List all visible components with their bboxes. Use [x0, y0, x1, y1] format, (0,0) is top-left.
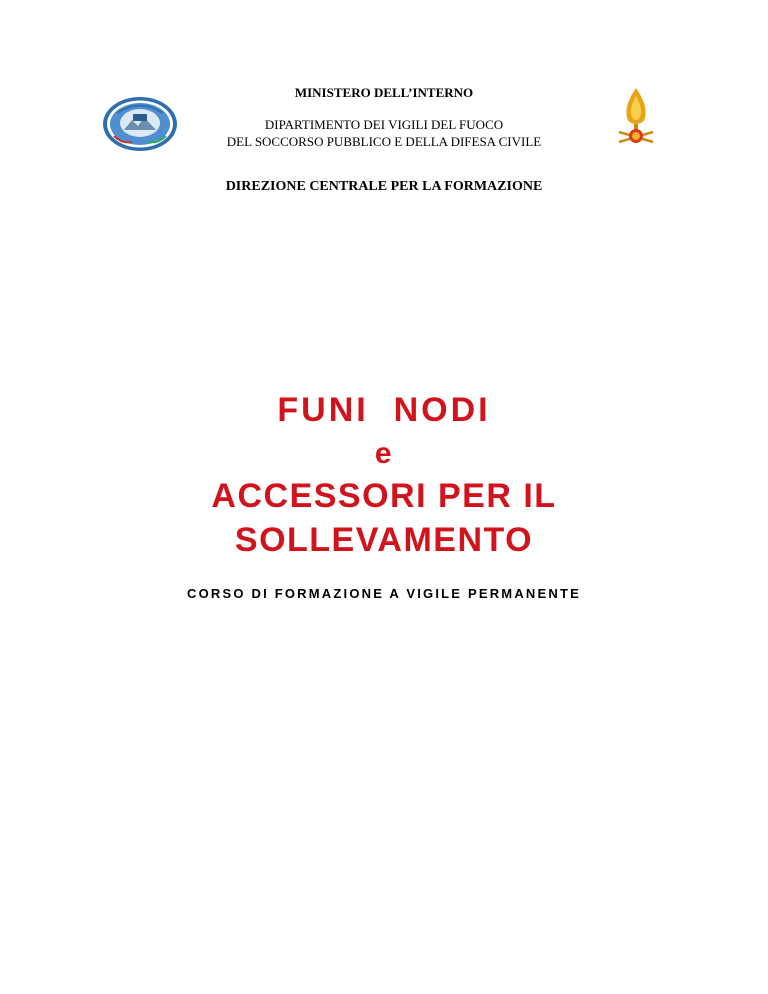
main-title-line-4: SOLLEVAMENTO	[234, 521, 534, 559]
main-title-line-2: e	[374, 437, 394, 470]
department-line-2: DEL SOCCORSO PUBBLICO E DELLA DIFESA CIVILE	[226, 134, 542, 149]
main-title-line-1: FUNI NODI	[277, 391, 491, 429]
ministry-title: MINISTERO DELL’INTERNO	[294, 85, 474, 100]
course-subtitle: CORSO DI FORMAZIONE A VIGILE PERMANENTE	[187, 586, 581, 601]
department-line-1: DIPARTIMENTO DEI VIGILI DEL FUOCO	[264, 117, 504, 132]
direction-title: DIREZIONE CENTRALE PER LA FORMAZIONE	[225, 179, 543, 194]
main-title-line-3: ACCESSORI PER IL	[211, 477, 557, 515]
